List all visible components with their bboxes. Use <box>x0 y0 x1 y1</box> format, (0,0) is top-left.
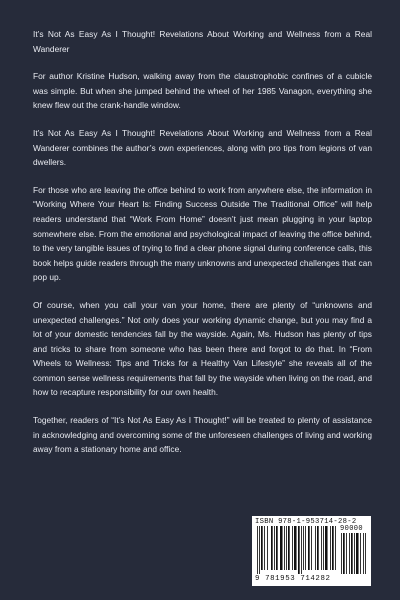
blurb-paragraph-2: It’s Not As Easy As I Thought! Revelations About Working and Wellness from a Real Wanderer combines the author’s own experiences, along with pro tips from legions of van dwellers. <box>33 127 372 168</box>
barcode-ean-digits: 9 781953 714282 <box>255 575 331 583</box>
barcode-bars-icon <box>257 526 337 574</box>
blurb-paragraph-1: For author Kristine Hudson, walking away from the claustrophobic confines of a cubicle was simple. But when she jumped behind the wheel of her 1985 Vanagon, everything she knew flew out the crank-handle window. <box>33 71 372 111</box>
barcode-supplement-bars-icon <box>341 533 367 574</box>
book-title-line: It’s Not As Easy As I Thought! Revelations About Working and Wellness from a Real Wanderer <box>33 29 372 54</box>
barcode-supplement-digits: 90000 <box>340 525 364 533</box>
isbn-label: ISBN 978-1-953714-28-2 <box>255 518 357 526</box>
blurb-paragraph-4: Of course, when you call your van your home, there are plenty of “unknowns and unexpected challenges.” Not only does your working dynamic change, but you may find a lot of your domestic tendencies fall by the wayside. Again, Ms. Hudson has plenty of tips and tricks to share from someone who has been there and forgot to do that. In “From Wheels to Wellness: Tips and Tricks for a Healthy Van Lifestyle” she reveals all of the common sense wellness requirements that fall by the wayside when living on the road, and how to recapture responsibility for our own health. <box>33 299 372 398</box>
isbn-barcode <box>252 516 371 586</box>
blurb-paragraph-3: For those who are leaving the office behind to work from anywhere else, the information in “Working Where Your Heart Is: Finding Success Outside The Traditional Office” will help readers understand that “Work From Home” doesn’t just mean plugging in your laptop somewhere else. From the emotional and psychological impact of leaving the office behind, to the very tangible issues of trying to find a clear phone signal during conference calls, this book helps guide readers through the many unknowns and unexpected challenges that can pop up. <box>33 184 372 283</box>
blurb-paragraph-5: Together, readers of “It’s Not As Easy As I Thought!” will be treated to plenty of assistance in acknowledging and overcoming some of the unforeseen challenges of living and working away from a stationary home and office. <box>33 415 372 455</box>
